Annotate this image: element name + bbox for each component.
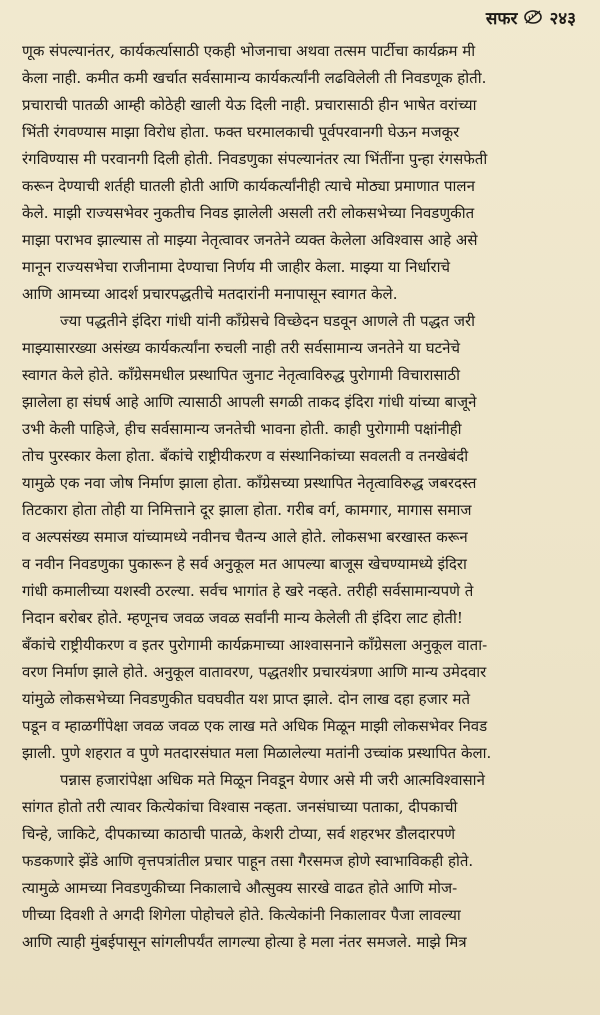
text-line: झालेला हा संघर्ष आहे आणि त्यासाठी आपली सगळी ताकद इंदिरा गांधी यांच्या बाजूने	[22, 393, 477, 411]
text-line: तोच पुरस्कार केला होता. बँकांचे राष्ट्रीयीकरण व संस्थानिकांच्या सवलती व तनखेबंदी	[22, 447, 469, 465]
text-line: भिंती रंगवण्यास माझा विरोध होता. फक्त घरमालकाची पूर्वपरवानगी घेऊन मजकूर	[22, 123, 460, 141]
text-line: व नवीन निवडणुका पुकारून हे सर्व अनुकूल मत आपल्या बाजूस खेचण्यामध्ये इंदिरा	[22, 555, 467, 573]
text-line: माझा पराभव झाल्यास तो माझ्या नेतृत्वावर जनतेने व्यक्त केलेला अविश्वास आहे असे	[22, 231, 478, 249]
text-line: तिटकारा होता तोही या निमित्ताने दूर झाला होता. गरीब वर्ग, कामगार, मागास समाज	[22, 501, 472, 519]
text-line: केला नाही. कमीत कमी खर्चात सर्वसामान्य कार्यकर्त्यांनी लढविलेली ती निवडणूक होती.	[22, 69, 487, 87]
text-line: माझ्यासारख्या असंख्य कार्यकर्त्यांना रुचली नाही तरी सर्वसामान्य जनतेने या घटनेचे	[22, 339, 461, 357]
text-line: चिन्हे, जाकिटे, दीपकाच्या काठाची पातळे, केशरी टोप्या, सर्व शहरभर डौलदारपणे	[22, 825, 456, 843]
text-line: णीच्या दिवशी ते अगदी शिगेला पोहोचले होते. कित्येकांनी निकालावर पैजा लावल्या	[22, 906, 461, 924]
text-line: फडकणारे झेंडे आणि वृत्तपत्रांतील प्रचार पाहून तसा गैरसमज होणे स्वाभाविकही होते.	[22, 852, 474, 870]
text-line: प्रचाराची पातळी आम्ही कोठेही खाली येऊ दिली नाही. प्रचारासाठी हीन भाषेत वरांच्या	[22, 96, 477, 114]
text-line: मानून राज्यसभेचा राजीनामा देण्याचा निर्णय मी जाहीर केला. माझ्या या निर्धाराचे	[22, 258, 451, 276]
text-line: यांमुळे लोकसभेच्या निवडणुकीत घवघवीत यश प्राप्त झाले. दोन लाख दहा हजार मते	[22, 690, 471, 708]
body-text	[22, 38, 592, 956]
text-line: झाली. पुणे शहरात व पुणे मतदारसंघात मला मिळालेल्या मतांनी उच्चांक प्रस्थापित केला.	[22, 744, 492, 762]
text-line: पडून व म्हाळगींपेक्षा जवळ जवळ एक लाख मते अधिक मिळून माझी लोकसभेवर निवड	[22, 717, 488, 735]
text-line: गांधी कमालीच्या यशस्वी ठरल्या. सर्वच भागांत हे खरे नव्हते. तरीही सर्वसामान्यपणे ते	[22, 582, 474, 600]
text-line: सांगत होतो तरी त्यावर कित्येकांचा विश्वास नव्हता. जनसंघाच्या पताका, दीपकाची	[22, 798, 458, 816]
text-line: ज्या पद्धतीने इंदिरा गांधी यांनी काँग्रेसचे विच्छेदन घडवून आणले ती पद्धत जरी	[60, 312, 475, 330]
running-title: सफर	[485, 8, 518, 29]
text-line: त्यामुळे आमच्या निवडणुकीच्या निकालाचे औत्सुक्य सारखे वाढत होते आणि मोज-	[22, 879, 458, 897]
text-line: स्वागत केले होते. काँग्रेसमधील प्रस्थापित जुनाट नेतृत्वाविरुद्ध पुरोगामी विचारासाठी	[22, 366, 460, 384]
leaf-ornament-icon	[523, 8, 543, 26]
text-line: बँकांचे राष्ट्रीयीकरण व इतर पुरोगामी कार्यक्रमाच्या आश्वासनाने काँग्रेसला अनुकूल वाता-	[22, 636, 488, 654]
text-line: वरण निर्माण झाले होते. अनुकूल वातावरण, पद्धतशीर प्रचारयंत्रणा आणि मान्य उमेदवार	[22, 663, 487, 681]
text-line: आणि त्याही मुंबईपासून सांगलीपर्यंत लागल्या होत्या हे मला नंतर समजले. माझे मित्र	[22, 933, 467, 951]
text-line: यामुळे एक नवा जोष निर्माण झाला होता. काँग्रेसच्या प्रस्थापित नेतृत्वाविरुद्ध जबरदस्त	[22, 474, 477, 492]
text-line: णूक संपल्यानंतर, कार्यकर्त्यासाठी एकही भोजनाचा अथवा तत्सम पार्टीचा कार्यक्रम मी	[22, 42, 476, 60]
text-line: व अल्पसंख्य समाज यांच्यामध्ये नवीनच चैतन्य आले होते. लोकसभा बरखास्त करून	[22, 528, 468, 546]
text-line: केले. माझी राज्यसभेवर नुकतीच निवड झालेली असली तरी लोकसभेच्या निवडणुकीत	[22, 204, 475, 222]
page-number: २४३	[549, 8, 576, 29]
running-head	[486, 4, 576, 30]
text-line: पन्नास हजारांपेक्षा अधिक मते मिळून निवडून येणार असे मी जरी आत्मविश्वासाने	[60, 771, 485, 789]
text-line: आणि आमच्या आदर्श प्रचारपद्धतीचे मतदारांनी मनापासून स्वागत केले.	[22, 285, 398, 303]
text-line: करून देण्याची शर्तही घातली होती आणि कार्यकर्त्यांनीही त्याचे मोठ्या प्रमाणात पालन	[22, 177, 475, 195]
text-line: निदान बरोबर होते. म्हणूनच जवळ जवळ सर्वांनी मान्य केलेली ती इंदिरा लाट होती!	[22, 609, 463, 627]
text-line: उभी केली पाहिजे, हीच सर्वसामान्य जनतेची भावना होती. काही पुरोगामी पक्षांनीही	[22, 420, 462, 438]
text-line: रंगविण्यास मी परवानगी दिली होती. निवडणुका संपल्यानंतर त्या भिंतींना पुन्हा रंगसफेती	[22, 150, 488, 168]
